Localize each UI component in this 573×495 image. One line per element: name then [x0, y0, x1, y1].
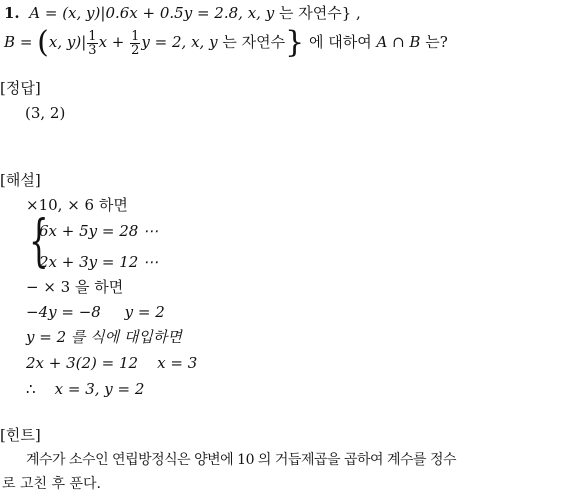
set-b-left-paren: (	[37, 25, 49, 60]
fraction-one-third	[87, 30, 97, 57]
fraction-one-half-num: 1	[131, 28, 140, 44]
fraction-one-third-den: 3	[88, 42, 97, 58]
set-a-bar: |	[100, 4, 106, 22]
solution-step-5-equation: 2x + 3(2) = 12	[26, 354, 139, 372]
set-a-elements: (x, y)	[62, 4, 101, 22]
solution-step-5-result: x = 3	[157, 354, 198, 372]
hint-line-1: 계수가 소수인 연립방정식은 양변에 10 의 거듭제곱을 곱하여 계수를 정수	[26, 452, 457, 468]
fraction-one-half-den: 2	[131, 42, 140, 58]
solution-step-3-equation: −4y = −8	[26, 303, 101, 321]
answer-value: (3, 2)	[25, 104, 66, 122]
problem-line-1	[4, 4, 361, 22]
set-b-equals: =	[19, 33, 33, 51]
therefore-symbol: ∴	[26, 380, 36, 398]
solution-step-3-result: y = 2	[124, 303, 165, 321]
set-a-condition: 0.6x + 0.5y = 2.8,	[105, 4, 243, 22]
set-b-tail: 는 자연수	[222, 33, 286, 51]
system-equation-1: 6x + 5y = 28 ⋯	[39, 222, 159, 240]
solution-step-3	[26, 303, 165, 321]
system-brace: {	[29, 209, 49, 274]
solution-step-4: y = 2 를 식에 대입하면	[26, 328, 182, 346]
solution-heading: [해설]	[0, 171, 41, 189]
set-a-vars: x, y	[247, 4, 275, 22]
question-text: 에 대하여	[308, 33, 372, 51]
hint-heading: [힌트]	[0, 426, 41, 444]
system-equation-2: 2x + 3y = 12 ⋯	[39, 253, 159, 271]
set-a-tail: 는 자연수} ,	[278, 4, 361, 22]
fraction-one-half	[130, 30, 140, 57]
set-b-name: B	[4, 33, 16, 51]
set-b-term-1: x +	[98, 33, 125, 51]
set-a-name: A	[29, 4, 41, 22]
set-b-right-brace: }	[285, 25, 305, 60]
set-a-equals: =	[44, 4, 58, 22]
solution-step-2: − × 3 을 하면	[26, 278, 124, 296]
set-b-bar: |	[81, 33, 87, 51]
fraction-one-third-num: 1	[88, 28, 97, 44]
problem-number: 1.	[4, 4, 20, 22]
solution-step-6	[26, 380, 144, 398]
intersection-expr: A ∩ B	[376, 33, 421, 51]
solution-step-5	[26, 354, 197, 372]
answer-heading: [정답]	[0, 79, 41, 97]
set-b-vars: x, y	[191, 33, 218, 51]
problem-line-2	[4, 25, 448, 60]
set-b-term-2: y = 2,	[141, 33, 187, 51]
hint-line-2: 로 고친 후 푼다.	[2, 476, 101, 492]
solution-final-result: x = 3, y = 2	[54, 380, 145, 398]
set-b-elements: x, y)	[48, 33, 82, 51]
question-ending: 는?	[425, 33, 448, 51]
solution-step-1: ×10, × 6 하면	[26, 196, 128, 214]
